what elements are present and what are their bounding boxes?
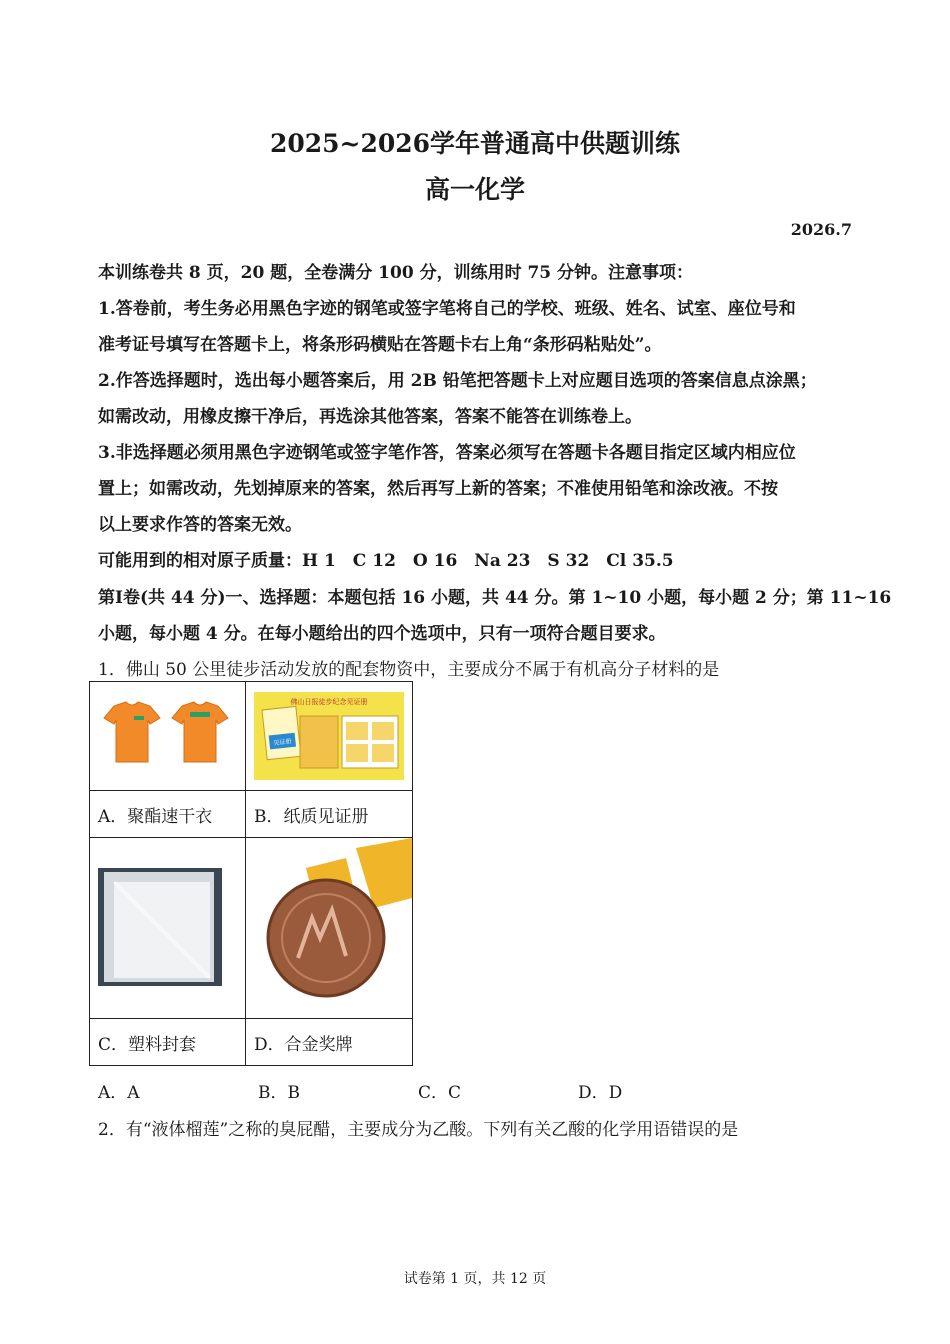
choice-a[interactable]: A．A [98,1083,140,1103]
alloy-medal-image [246,838,412,1018]
atomic-mass-line: 可能用到的相对原子质量：H 1 C 12 O 16 Na 23 S 32 Cl 35.5 [98,551,674,571]
question-1-stem: 1．佛山 50 公里徒步活动发放的配套物资中，主要成分不属于有机高分子材料的是 [98,660,720,680]
section-header-line-1: 第Ⅰ卷(共 44 分)一、选择题：本题包括 16 小题，共 44 分。第 1~10 小题，每小题 2 分；第 11~16 [98,588,892,608]
instructions-intro: 本训练卷共 8 页，20 题，全卷满分 100 分，训练用时 75 分钟。注意事项： [98,263,694,283]
booklet-caption: 佛山日报徒步纪念见证册 [290,698,368,706]
page-footer: 试卷第 1 页，共 12 页 [403,1271,547,1287]
option-b-image-cell [246,682,413,791]
instruction-2-line-2: 如需改动，用橡皮擦干净后，再选涂其他答案，答案不能答在训练卷上。 [98,407,642,427]
exam-title: 2025~2026学年普通高中供题训练 [269,129,681,158]
plastic-sleeve-image [90,838,245,1018]
paper-booklet-image [246,682,412,790]
booklet-cover-label: 见证册 [273,738,292,747]
instruction-1-line-1: 1.答卷前，考生务必用黑色字迹的钢笔或签字笔将自己的学校、班级、姓名、试室、座位号和 [98,299,796,319]
choice-d[interactable]: D．D [578,1083,623,1103]
instruction-3-line-2: 置上；如需改动，先划掉原来的答案，然后再写上新的答案；不准使用铅笔和涂改液。不按 [98,479,778,499]
option-d-image-cell [246,838,413,1019]
orange-tshirts-image [90,682,245,790]
option-c-label: C．塑料封套 [90,1019,246,1066]
exam-date: 2026.7 [790,220,852,239]
instruction-3-line-3: 以上要求作答的答案无效。 [98,515,302,535]
section-header-line-2: 小题，每小题 4 分。在每小题给出的四个选项中，只有一项符合题目要求。 [98,624,666,644]
instruction-3-line-1: 3.非选择题必须用黑色字迹钢笔或签字笔作答，答案必须写在答题卡各题目指定区域内相应位 [98,443,796,463]
choice-c[interactable]: C．C [418,1083,462,1103]
option-b-label: B．纸质见证册 [246,791,413,838]
option-d-label: D．合金奖牌 [246,1019,413,1066]
option-c-image-cell [90,838,246,1019]
instruction-2-line-1: 2.作答选择题时，选出每小题答案后，用 2B 铅笔把答题卡上对应题目选项的答案信息点涂黑； [98,371,817,391]
option-a-label: A．聚酯速干衣 [90,791,246,838]
option-a-image-cell [90,682,246,791]
subject-title: 高一化学 [424,175,525,204]
question-1-options-table [89,681,413,1066]
question-2-stem: 2．有“液体榴莲”之称的臭屁醋，主要成分为乙酸。下列有关乙酸的化学用语错误的是 [98,1120,739,1140]
instruction-1-line-2: 准考证号填写在答题卡上，将条形码横贴在答题卡右上角“条形码粘贴处”。 [98,335,662,355]
choice-b[interactable]: B．B [258,1083,300,1103]
